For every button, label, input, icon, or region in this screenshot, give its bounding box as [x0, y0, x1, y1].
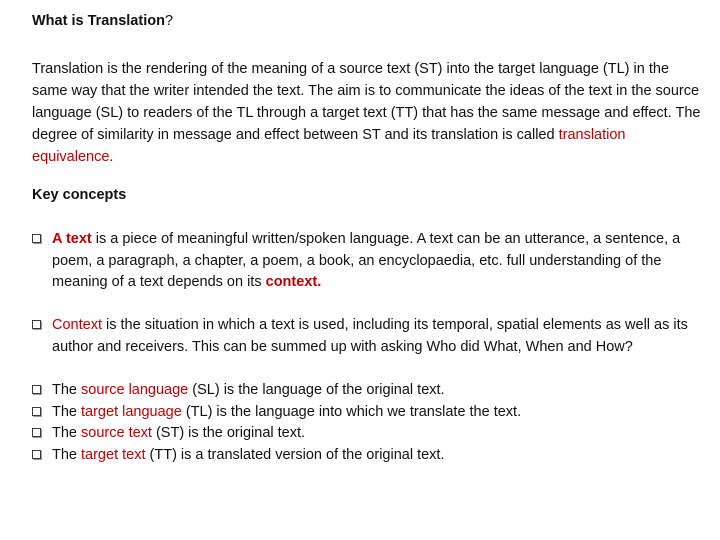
bullet-term: Context [52, 317, 102, 333]
bullet-term: source text [81, 425, 152, 441]
title-question-mark: ? [164, 13, 174, 29]
bullet-end-term: context. [265, 274, 322, 290]
checkbox-bullet-icon [32, 428, 41, 437]
intro-paragraph [32, 58, 704, 168]
bullet-source-text [32, 423, 708, 445]
bullet-target-language [32, 402, 708, 424]
title-text: What is Translation [32, 13, 165, 29]
bullet-text-definition [32, 229, 708, 294]
checkbox-bullet-icon [32, 385, 41, 394]
bullet-body: is a piece of meaningful written/spoken language. A text can be an utterance, a sentence, a poem, a paragraph, a chapter, a poem, a book, an encyclopaedia, etc. full understanding of the meaning of a text depends on its [52, 231, 681, 290]
bullet-post: (TT) is a translated version of the original text. [145, 446, 445, 463]
bullet-term: target text [81, 446, 146, 463]
intro-end: . [109, 149, 114, 165]
bullet-term: source language [81, 382, 189, 398]
bullet-pre: The [52, 403, 82, 420]
checkbox-bullet-icon [32, 320, 41, 329]
bullet-pre: The [52, 425, 82, 441]
bullet-post: (TL) is the language into which we translate the text. [181, 403, 522, 420]
bullet-post: (ST) is the original text. [151, 425, 306, 441]
bullet-context-definition [32, 315, 708, 358]
bullet-source-language [32, 380, 708, 402]
bullet-term: target language [81, 403, 182, 420]
checkbox-bullet-icon [32, 407, 41, 416]
bullet-target-text [32, 445, 708, 467]
key-concepts-heading: Key concepts [32, 187, 127, 203]
bullet-body: is the situation in which a text is used, including its temporal, spatial elements as well as its author and receivers. This can be summed up with asking Who did What, When and How? [52, 317, 688, 355]
checkbox-bullet-icon [32, 450, 41, 459]
bullet-post: (SL) is the language of the original text. [188, 382, 445, 398]
bullet-pre: The [52, 382, 82, 398]
bullet-term: A text [52, 231, 92, 247]
checkbox-bullet-icon [32, 234, 41, 243]
intro-text: Translation is the rendering of the meaning of a source text (ST) into the target language (TL) in the same way that the writer intended the text. The aim is to communicate the ideas of the text in the source language (SL) to readers of the TL through a target text (TT) that has the same message and effect. The degree of similarity in message and effect between ST and its translation is called [32, 61, 701, 143]
page-title [32, 13, 173, 29]
bullet-pre: The [52, 446, 82, 463]
translation-equivalence-term: translation equivalence [32, 127, 626, 165]
